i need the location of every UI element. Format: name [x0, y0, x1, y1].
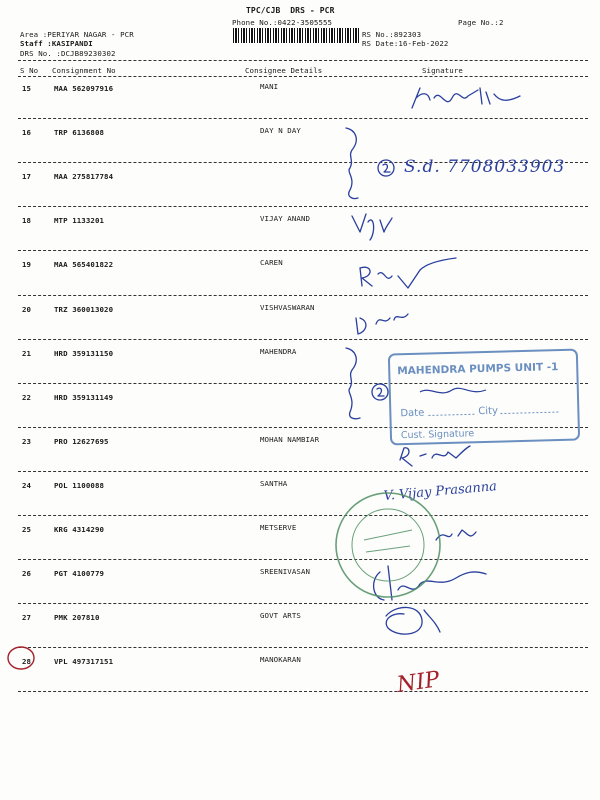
row-consignment: HRD 359131150 [54, 349, 114, 358]
signature-row19 [360, 258, 456, 288]
row-consignee: SREENIVASAN [260, 567, 311, 576]
handwritten-phone-note: S.d. 7708033903 [404, 157, 566, 177]
row-consignee: GOVT ARTS [260, 611, 301, 620]
circle-2-row16 [378, 160, 394, 176]
row-sno: 15 [22, 84, 32, 93]
col-consignment: Consignment No [52, 66, 116, 75]
round-seal [336, 493, 440, 597]
row-consignment: POL 1100088 [54, 481, 105, 490]
row-consignee: MOHAN NAMBIAR [260, 435, 320, 444]
row-consignment: PGT 4100779 [54, 569, 105, 578]
row-sno: 24 [22, 481, 32, 490]
row-consignment: MAA 562097916 [54, 84, 114, 93]
svg-text:City: City [478, 405, 499, 418]
row-consignee: VIJAY ANAND [260, 214, 311, 223]
col-sno: S No [20, 66, 39, 75]
page-number: Page No.:2 [458, 18, 504, 27]
phone-number: Phone No.:0422-3505555 [232, 18, 333, 27]
signature-row18 [352, 214, 392, 240]
row-sno: 23 [22, 437, 32, 446]
row-consignee: CAREN [260, 258, 283, 267]
row-consignment: MAA 275817784 [54, 172, 114, 181]
row-sno: 26 [22, 569, 32, 578]
row-consignee: DAY N DAY [260, 126, 301, 135]
drs-number: DRS No. :DCJB89230302 [20, 49, 116, 58]
signature-row15 [412, 88, 520, 108]
rs-date: RS Date:16-Feb-2022 [362, 39, 449, 48]
signature-row27 [386, 607, 440, 634]
col-consignee: Consignee Details [245, 66, 323, 75]
row-consignment: KRG 4314290 [54, 525, 105, 534]
row-consignment: MTP 1133201 [54, 216, 105, 225]
row-sno: 28 [22, 657, 32, 666]
row-consignee: VISHVASWARAN [260, 303, 315, 312]
handwritten-nip: NIP [395, 667, 442, 698]
svg-text:Cust. Signature: Cust. Signature [400, 428, 475, 442]
row-consignee: MAHENDRA [260, 347, 297, 356]
row-sno: 19 [22, 260, 32, 269]
col-signature: Signature [422, 66, 463, 75]
row-sno: 21 [22, 349, 32, 358]
signature-row20 [356, 314, 408, 334]
row-consignee: METSERVE [260, 523, 297, 532]
doc-title: TPC/CJB DRS - PCR [246, 6, 335, 15]
row-consignment: TRZ 360013020 [54, 305, 114, 314]
handwritten-row24: V. Vijay Prasanna [383, 479, 498, 504]
row-consignment: HRD 359131149 [54, 393, 114, 402]
signature-row26 [374, 566, 486, 600]
row-sno: 25 [22, 525, 32, 534]
row-sno: 20 [22, 305, 32, 314]
row-sno: 16 [22, 128, 32, 137]
row-consignee: MANI [260, 82, 279, 91]
company-stamp [389, 350, 579, 445]
bracket-row16-17 [346, 128, 358, 199]
row-consignment: MAA 565401822 [54, 260, 114, 269]
bracket-row21-22 [346, 348, 360, 419]
row-sno: 22 [22, 393, 32, 402]
signature-row25 [436, 530, 476, 540]
row-consignment: TRP 6136808 [54, 128, 105, 137]
row-consignment: PRO 12627695 [54, 437, 109, 446]
row-consignment: VPL 497317151 [54, 657, 114, 666]
circle-2-row21 [372, 384, 388, 400]
row-consignee: SANTHA [260, 479, 288, 488]
signature-row23 [400, 446, 470, 466]
svg-text:Date: Date [400, 407, 425, 420]
svg-text:MAHENDRA PUMPS UNIT -1: MAHENDRA PUMPS UNIT -1 [397, 361, 559, 378]
staff-line: Staff :KASIPANDI [20, 39, 93, 48]
row-consignment: PMK 207810 [54, 613, 100, 622]
row-sno: 17 [22, 172, 32, 181]
area-line: Area :PERIYAR NAGAR - PCR [20, 30, 134, 39]
row-sno: 27 [22, 613, 32, 622]
row-sno: 18 [22, 216, 32, 225]
row-consignee: MANOKARAN [260, 655, 301, 664]
red-circle-row28 [8, 647, 34, 669]
rs-number: RS No.:892303 [362, 30, 422, 39]
